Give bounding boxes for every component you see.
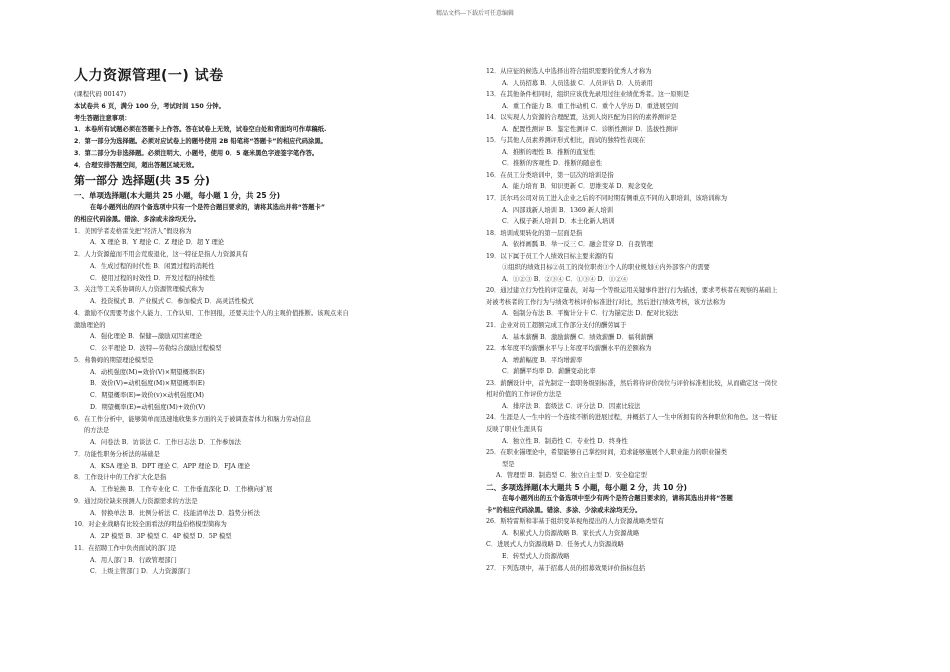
right-option-line: ①组织的绩效目标②员工的岗位职责③个人的职业规划④内外部客户的需要 <box>502 264 710 272</box>
right-option-line: A．积累式人力资源战略 B．家长式人力资源战略 <box>502 529 640 537</box>
section2-instruction-1: 在每小题列出的五个备选项中至少有两个是符合题目要求的，请将其选出并将“答题 <box>502 495 733 503</box>
exam-info-line: 考生答题注意事项： <box>74 114 131 122</box>
left-question-line: 3．关注等工关系协调的人力资源管理模式称为 <box>74 286 204 294</box>
right-question-line: 14．以实现人力资源的合理配置，达到人岗匹配为目的的素养测评是 <box>486 114 677 122</box>
right-option-line: A．独立性 B．制造性 C．专业性 D．终身性 <box>502 437 628 445</box>
left-option-line: D．期望概率(E)=动机强度(M)+效价(V) <box>90 403 206 411</box>
right-option-line: A．基本薪酬 B．激励薪酬 C．绩效薪酬 D．福利薪酬 <box>502 333 653 341</box>
right-question-line: 18．培训成果转化的第一层面是指 <box>486 229 583 237</box>
left-option-line: 的方法是 <box>84 427 110 435</box>
right-question-line: 27．下列选项中，基于招募人员的招募效果评价指标包括 <box>486 564 646 572</box>
left-question-line: 6．在工作分析中，能够简单而迅速地收集多方面的关于被调查者体力和脑力劳动信息 <box>74 415 311 423</box>
right-option-line: C．推断的客观性 D．推断的随意性 <box>502 160 603 168</box>
left-question-line: 4．激励不仅需要考虑个人能力、工作认知、工作回报，还要关注个人的主观价值推断。该观点来自 <box>74 309 349 317</box>
right-option-line: A．四部戏新人培训 B．1369 新人培训 <box>502 206 614 214</box>
right-question-line: 12．从应征的候选人中选择出符合组织需要的优秀人才称为 <box>486 68 652 75</box>
right-question-line: 21．企业对员工超额完成工作部分支付的酬劳属于 <box>486 322 627 330</box>
section2-heading: 二、多项选择题(本大题共 5 小题，每小题 2 分，共 10 分) <box>486 482 687 492</box>
left-option-line: A．工作轮换 B．工作专业化 C．工作垂直深化 D．工作横向扩展 <box>90 486 273 493</box>
right-option-line: 型是 <box>502 460 515 468</box>
right-option-line: A．排序法 B．套级法 C．评分法 D．因素比较法 <box>502 402 641 410</box>
right-question-line: 17．沃尔玛公司对员工进入企业之后的不同时期有侧重点不同的入职培训，该培训称为 <box>486 195 727 203</box>
left-option-line: A．替换单法 B．比例分析法 C．技能清单法 D．趋势分析法 <box>90 509 260 517</box>
right-option-line: A．管理型 B．制造型 C．独立自主型 D．安全稳定型 <box>496 472 647 480</box>
right-option-line: A．强制分布法 B．平衡计分卡 C．行为锚定法 D．配对比较法 <box>502 310 679 318</box>
left-question-line: 1．美国学者麦格雷戈把“经济人”假设称为 <box>74 227 192 235</box>
right-question-line: 反映了职业生涯具有 <box>486 425 543 433</box>
right-option-line: C．入模子新人培训 D．本土化新人培训 <box>502 218 615 226</box>
left-option-line: A．投资模式 B．产业模式 C．参加模式 D．高灵活性模式 <box>90 298 254 305</box>
exam-title: 人力资源管理(一) 试卷 <box>74 68 224 84</box>
left-option-line: A．X 理论 B．Y 理论 C．Z 理论 D．超 Y 理论 <box>90 239 225 247</box>
left-option-line: A．动机强度(M)=效价(V)×期望概率(E) <box>90 368 205 376</box>
left-questions <box>74 226 470 579</box>
right-option-line: C．薪酬平均率 D．薪酬变动比率 <box>502 368 596 376</box>
right-questions-2 <box>486 516 890 574</box>
section1-heading: 一、单项选择题(本大题共 25 小题，每小题 1 分，共 25 分) <box>74 191 281 201</box>
right-question-line: 相对价值的工作评价方法是 <box>486 391 562 399</box>
left-question-line: 8．工作设计中的工作扩大化是指 <box>74 474 167 482</box>
right-question-line: 25．在职业锚理论中，希望能够自己掌控时间，追求能够施展个人职业能力的职业锚类 <box>486 449 727 457</box>
page-header: 精品文档---下载后可任意编辑 <box>435 10 515 17</box>
left-option-line: C．上级主管部门 D．人力资源部门 <box>90 568 191 576</box>
right-option-line: A．依样画瓢 B．举一反三 C．融会贯穿 D．自我管理 <box>502 241 653 249</box>
right-option-line: A．人员招募 B．人员选拔 C．人员评估 D．人员录用 <box>502 79 653 87</box>
right-question-line: 20．通过建立行为性的评定量表，对每一个等级运用关键事件进行行为描述，要求考核者在观察的基础上 <box>486 287 778 295</box>
exam-info-line: 本试卷共 6 页，满分 100 分，考试时间 150 分钟。 <box>74 102 225 110</box>
left-option-line: A．2P 模型 B．3P 模型 C．4P 模型 D．5P 模型 <box>90 533 232 540</box>
left-question-line: 5．弗鲁姆的期望理论模型是 <box>74 356 154 364</box>
left-question-line: 2．人力资源蕴而不用会荒废退化，这一特征是指人力资源具有 <box>74 251 249 258</box>
right-question-line: C．进展式人力资源战略 D．任务式人力资源战略 <box>486 541 624 549</box>
right-question-line: 19．以下属于员工个人绩效目标主要来源的有 <box>486 252 614 260</box>
right-question-line: 23．薪酬设计中，首先制定一套职务级别标准，然后将待评价岗位与评价标准相比较，从而确定这一岗位 <box>486 379 778 387</box>
right-option-line: E．转型式人力资源战略 <box>502 552 570 560</box>
right-question-line: 对被考核者的工作行为与绩效考核评价标准进行对比，然后进行绩效考核，该方法称为 <box>486 298 726 306</box>
right-option-line: A．推断的理性 B．推断的直觉性 <box>502 148 596 156</box>
left-question-line: 7．功能性职务分析法的基础是 <box>74 450 160 458</box>
right-question-line: 15．与其他人员素养测评形式相比，面试的独特性表现在 <box>486 137 646 145</box>
right-option-line: A．①②③ B．②③④ C．①③④ D．①②④ <box>502 275 628 283</box>
left-question-line: 10．对企业战略有比较全面看法的明益伯格模型简称为 <box>74 521 227 529</box>
right-questions <box>486 66 890 482</box>
exam-info-line: 4．合理安排答题空间，超出答题区域无效。 <box>74 161 199 169</box>
right-option-line: A．增薪幅度 B．平均增薪率 <box>502 356 583 364</box>
left-column <box>74 64 470 578</box>
exam-info-line: 3．第二部分为非选择题。必须注明大、小题号，使用 0．5 毫米黑色字迹签字笔作答。 <box>74 149 319 157</box>
right-option-line: A．配置性测评 B．鉴定性测评 C．诊断性测评 D．选拔性测评 <box>502 125 679 133</box>
left-question-line: 激励理论的 <box>74 321 106 329</box>
left-option-line: A．问卷法 B．访谈法 C．工作日志法 D．工作参加法 <box>90 439 241 446</box>
exam-info-line: (课程代码 00147) <box>74 91 127 98</box>
left-question-line: 9．通过岗位缺来预测人力资源需求的方法是 <box>74 497 198 505</box>
left-option-line: B．效价(V)=动机强度(M)×期望概率(E) <box>90 380 205 388</box>
right-question-line: 24．生涯是人一生中的一个连续不断的进展过程，并概括了人一生中所拥有的各种职位和角色。这一特征 <box>486 414 778 422</box>
left-option-line: C．使用过程的时效性 D．开发过程的持续性 <box>90 274 216 282</box>
left-option-line: A．用人部门 B．行政管理部门 <box>90 556 177 564</box>
right-question-line: 26．斯特雷斯和菲基于组织变革视角提出的人力资源战略类型有 <box>486 518 665 526</box>
left-option-line: C．公平理论 D．波特—劳勒综合激励过程模型 <box>90 345 222 352</box>
exam-info <box>74 89 470 171</box>
exam-info-line: 2．第一部分为选择题。必须对应试卷上的题号使用 2B 铅笔将“答题卡”的相应代码涂黑。 <box>74 138 327 145</box>
left-option-line: A．KSA 理论 B．DPT 理论 C．APP 理论 D．FJA 理论 <box>90 462 251 470</box>
section2-instruction-2: 卡”的相应代码涂黑。错涂、多涂、少涂或未涂均无分。 <box>486 506 642 514</box>
section1-instruction-2: 的相应代码涂黑。错涂、多涂或未涂均无分。 <box>74 215 200 223</box>
right-question-line: 16．在员工分类培训中，第一层次的培训是指 <box>486 171 614 179</box>
exam-info-line: 1．本卷所有试题必须在答题卡上作答。答在试卷上无效，试卷空白处和背面均可作草稿纸. <box>74 126 327 134</box>
right-option-line: A．能力培育 B．知识更新 C．思维变革 D．观念变化 <box>502 183 653 191</box>
right-option-line: A．重工作能力 B．重工作动机 C．重个人学历 D．重进展空间 <box>502 102 679 110</box>
left-option-line: C．期望概率(E)=效价(v)×动机强度(M) <box>90 392 204 399</box>
section1-instruction-1: 在每小题列出的四个备选项中只有一个是符合题目要求的，请将其选出并将“答题卡” <box>90 204 325 211</box>
right-question-line: 22．本年度平均薪酬水平与上年度平均薪酬水平的差额称为 <box>486 345 652 353</box>
right-question-line: 13．在其他条件相同时，组织应该优先录用过往业绩优秀者。这一原则是 <box>486 91 690 99</box>
left-option-line: A．强化理论 B．保健—激励双因素理论 <box>90 333 202 341</box>
part1-heading: 第一部分 选择题(共 35 分) <box>74 174 210 188</box>
right-column <box>486 66 890 574</box>
left-option-line: A．生成过程的时代性 B．闲置过程的消耗性 <box>90 262 215 270</box>
left-question-line: 11．在招聘工作中负责面试的部门是 <box>74 544 177 552</box>
